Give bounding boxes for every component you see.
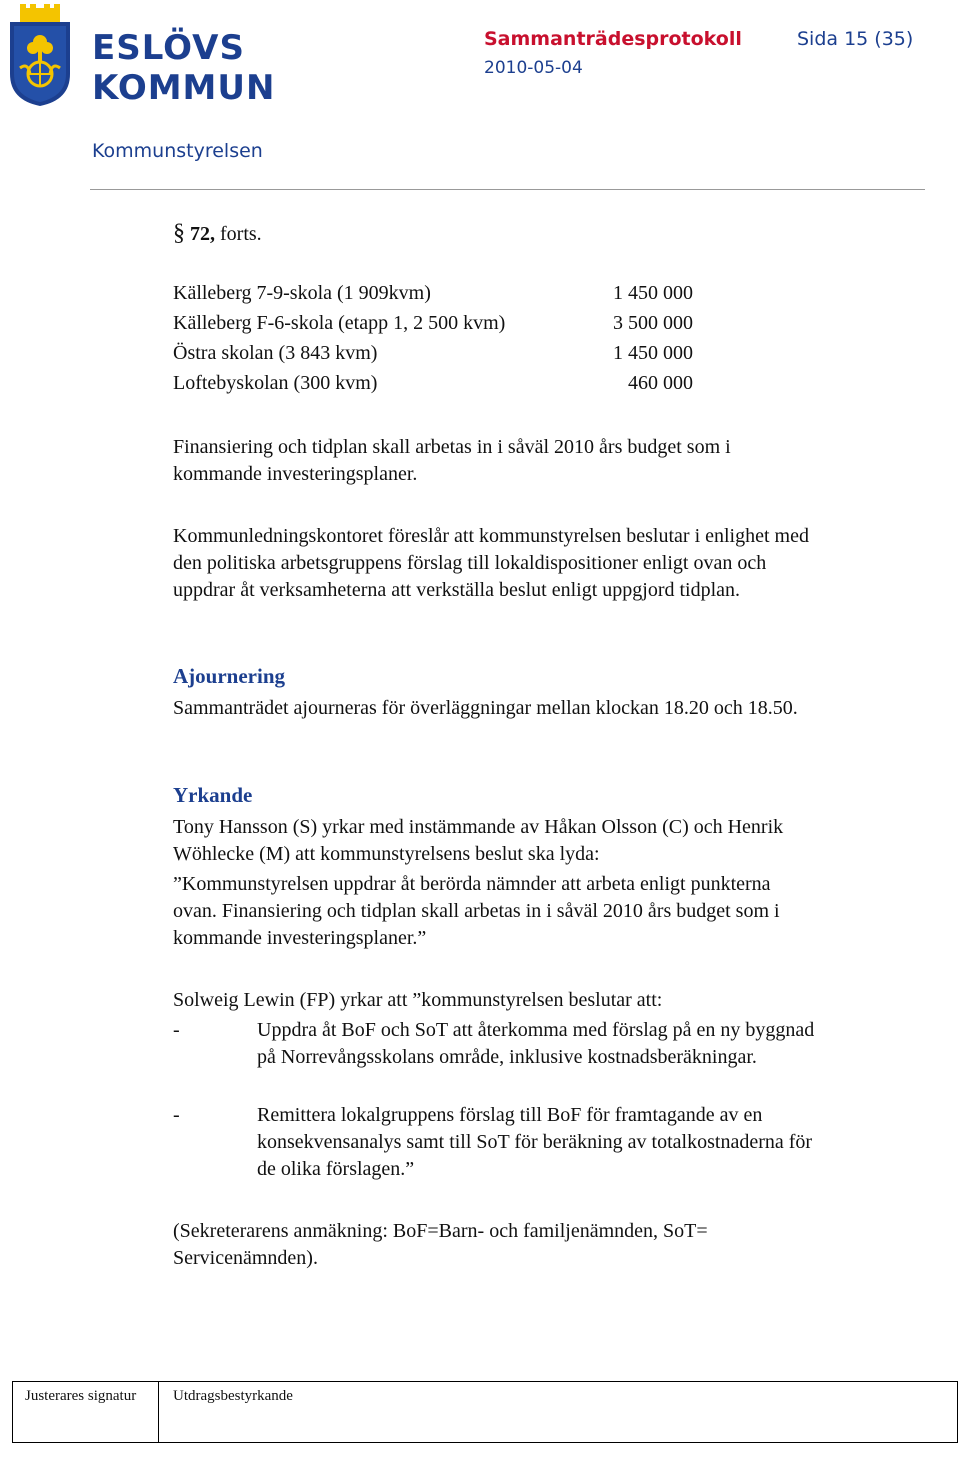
header-divider <box>90 189 925 190</box>
cost-amount: 3 500 000 <box>613 312 693 334</box>
second-motion-text: Solweig Lewin (FP) yrkar att ”kommunstyrelsen beslutar att: <box>173 989 663 1011</box>
cost-amount: 1 450 000 <box>613 282 693 304</box>
board-name: Kommunstyrelsen <box>92 140 263 162</box>
brand-name-line1: ESLÖVS <box>92 28 245 68</box>
section-suffix: forts. <box>220 223 262 245</box>
motion-heading: Yrkande <box>173 783 253 807</box>
secretary-note: (Sekreterarens anmäkning: BoF=Barn- och familjenämnden, SoT= Servicenämnden). <box>173 1220 708 1269</box>
cost-amount: 460 000 <box>628 372 693 394</box>
financing-paragraph: Finansiering och tidplan skall arbetas in i såväl 2010 års budget som i kommande investeringsplaner. <box>173 436 731 485</box>
list-dash: - <box>173 1104 180 1126</box>
cost-label: Källeberg F-6-skola (etapp 1, 2 500 kvm) <box>173 312 506 334</box>
document-type: Sammanträdesprotokoll <box>484 28 742 50</box>
meeting-date: 2010-05-04 <box>484 58 583 78</box>
cost-label: Källeberg 7-9-skola (1 909kvm) <box>173 282 431 304</box>
brand-name-line2: KOMMUN <box>92 68 276 108</box>
cost-row <box>173 282 693 312</box>
signature-label: Justerares signatur <box>25 1388 137 1404</box>
extract-label: Utdragsbestyrkande <box>173 1388 293 1404</box>
list-dash: - <box>173 1019 180 1041</box>
page-number: Sida 15 (35) <box>797 28 914 50</box>
cost-row <box>173 312 693 342</box>
cost-amount: 1 450 000 <box>613 342 693 364</box>
motion-quote: ”Kommunstyrelsen uppdrar åt berörda nämnder att arbeta enligt punkterna ovan. Finansiering och tidplan skall arbetas in i såväl 2010 års budget som i kommande investeringsplaner.” <box>173 873 780 949</box>
footer-divider <box>158 1382 159 1442</box>
list-item-text: Uppdra åt BoF och SoT att återkomma med förslag på en ny byggnad på Norrevångsskolans område, inklusive kostnadsberäkningar. <box>257 1019 815 1068</box>
municipality-crest-icon <box>6 4 74 108</box>
cost-label: Östra skolan (3 843 kvm) <box>173 342 378 364</box>
cost-label: Loftebyskolan (300 kvm) <box>173 372 378 394</box>
cost-row <box>173 342 693 372</box>
section-heading <box>173 220 262 247</box>
motion-text: Tony Hansson (S) yrkar med instämmande av Håkan Olsson (C) och Henrik Wöhlecke (M) att kommunstyrelsens beslut ska lyda: <box>173 816 784 865</box>
section-number: 72, <box>190 223 215 245</box>
section-sign: § <box>173 220 185 246</box>
footer-signature-box <box>12 1381 958 1443</box>
adjournment-text: Sammanträdet ajourneras för överläggningar mellan klockan 18.20 och 18.50. <box>173 697 798 719</box>
cost-row <box>173 372 693 402</box>
proposal-paragraph: Kommunledningskontoret föreslår att kommunstyrelsen beslutar i enlighet med den politiska arbetsgruppens förslag till lokaldispositioner enligt ovan och uppdrar åt verksamheterna att verkställa beslut enligt uppgjord tidplan. <box>173 525 809 601</box>
adjournment-heading: Ajournering <box>173 664 285 688</box>
list-item-text: Remittera lokalgruppens förslag till BoF för framtagande av en konsekvensanalys samt till SoT för beräkning av totalkostnaderna för de olika förslagen.” <box>257 1104 813 1180</box>
